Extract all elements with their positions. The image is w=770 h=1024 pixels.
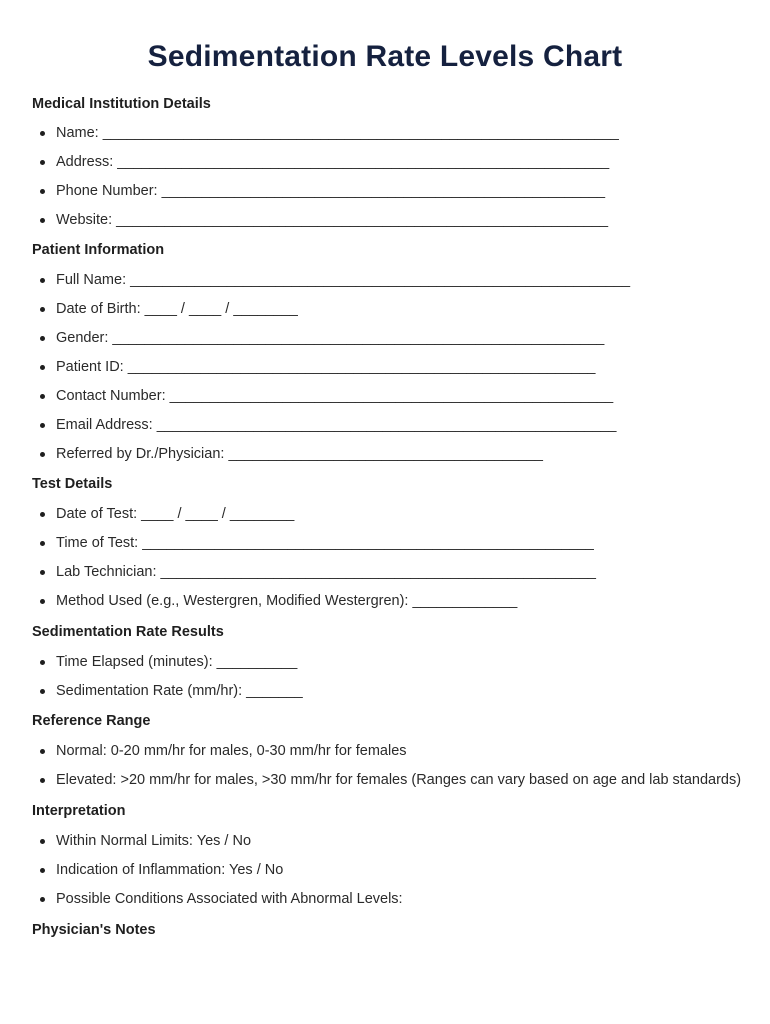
item-text: Address: _____________________________________________________________ <box>56 154 610 170</box>
institution-list <box>32 125 742 229</box>
bullet-icon <box>40 423 45 428</box>
bullet-icon <box>40 839 45 844</box>
item-text: Lab Technician: ______________________________________________________ <box>56 564 596 580</box>
list-item <box>32 388 742 405</box>
list-item <box>32 593 742 610</box>
section-heading-interpretation: Interpretation <box>32 803 126 819</box>
list-item <box>32 125 742 142</box>
section-heading-results: Sedimentation Rate Results <box>32 624 224 640</box>
list-item <box>32 212 742 229</box>
section-heading-institution: Medical Institution Details <box>32 96 211 112</box>
bullet-icon <box>40 868 45 873</box>
bullet-icon <box>40 897 45 902</box>
item-text: Name: ________________________________________________________________ <box>56 125 619 141</box>
item-text: Referred by Dr./Physician: _______________________________________ <box>56 446 543 462</box>
item-text: Patient ID: __________________________________________________________ <box>56 359 596 375</box>
interpretation-list <box>32 833 742 908</box>
list-item <box>32 359 742 376</box>
bullet-icon <box>40 599 45 604</box>
bullet-icon <box>40 749 45 754</box>
list-item <box>32 862 742 879</box>
section-heading-reference: Reference Range <box>32 713 151 729</box>
item-text: Website: _____________________________________________________________ <box>56 212 609 228</box>
bullet-icon <box>40 278 45 283</box>
item-text: Email Address: _________________________________________________________ <box>56 417 617 433</box>
item-text: Phone Number: _______________________________________________________ <box>56 183 606 199</box>
list-item <box>32 891 742 908</box>
results-list <box>32 654 742 700</box>
list-item <box>32 772 742 789</box>
bullet-icon <box>40 512 45 517</box>
item-text: Full Name: ______________________________________________________________ <box>56 272 631 288</box>
list-item <box>32 506 742 523</box>
item-text: Possible Conditions Associated with Abnormal Levels: <box>56 891 403 907</box>
bullet-icon <box>40 365 45 370</box>
bullet-icon <box>40 131 45 136</box>
item-text: Method Used (e.g., Westergren, Modified Westergren): _____________ <box>56 593 518 609</box>
list-item <box>32 417 742 434</box>
item-text: Normal: 0-20 mm/hr for males, 0-30 mm/hr for females <box>56 743 407 759</box>
patient-list <box>32 272 742 463</box>
list-item <box>32 301 742 318</box>
bullet-icon <box>40 218 45 223</box>
item-text: Gender: _____________________________________________________________ <box>56 330 605 346</box>
list-item <box>32 833 742 850</box>
bullet-icon <box>40 570 45 575</box>
item-text: Date of Test: ____ / ____ / ________ <box>56 506 295 522</box>
item-text: Contact Number: _______________________________________________________ <box>56 388 614 404</box>
bullet-icon <box>40 336 45 341</box>
list-item <box>32 330 742 347</box>
list-item <box>32 564 742 581</box>
bullet-icon <box>40 452 45 457</box>
page-title: Sedimentation Rate Levels Chart <box>147 40 623 73</box>
item-text: Elevated: >20 mm/hr for males, >30 mm/hr for females (Ranges can vary based on age and lab standards) <box>56 772 742 788</box>
item-text: Time of Test: ________________________________________________________ <box>56 535 594 551</box>
item-text: Within Normal Limits: Yes / No <box>56 833 252 849</box>
test-list <box>32 506 742 610</box>
list-item <box>32 743 742 760</box>
bullet-icon <box>40 689 45 694</box>
item-text: Indication of Inflammation: Yes / No <box>56 862 284 878</box>
section-heading-test: Test Details <box>32 476 113 492</box>
list-item <box>32 154 742 171</box>
bullet-icon <box>40 307 45 312</box>
reference-list <box>32 743 742 789</box>
bullet-icon <box>40 160 45 165</box>
list-item <box>32 446 742 463</box>
list-item <box>32 683 742 700</box>
item-text: Sedimentation Rate (mm/hr): _______ <box>56 683 303 699</box>
section-heading-patient: Patient Information <box>32 242 165 258</box>
bullet-icon <box>40 778 45 783</box>
list-item <box>32 183 742 200</box>
section-heading-physician-notes: Physician's Notes <box>32 922 156 938</box>
bullet-icon <box>40 660 45 665</box>
list-item <box>32 272 742 289</box>
list-item <box>32 535 742 552</box>
bullet-icon <box>40 394 45 399</box>
item-text: Time Elapsed (minutes): __________ <box>56 654 298 670</box>
list-item <box>32 654 742 671</box>
bullet-icon <box>40 541 45 546</box>
item-text: Date of Birth: ____ / ____ / ________ <box>56 301 298 317</box>
form-content <box>32 94 742 940</box>
bullet-icon <box>40 189 45 194</box>
